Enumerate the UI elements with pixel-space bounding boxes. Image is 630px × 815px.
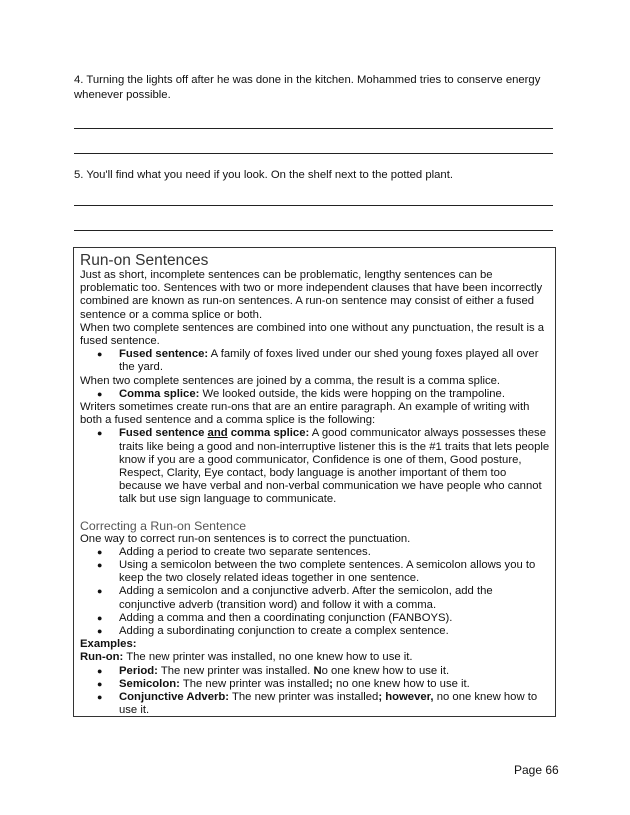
period-text-2: o one knew how to use it. [321,664,450,677]
semicolon-label: Semicolon: [119,677,180,690]
semicolon-text-2: no one knew how to use it. [332,677,470,690]
correct-item: ● Adding a subordinating conjunction to create a complex sentence. [119,625,550,638]
semicolon-example [119,678,550,691]
both-label-1: Fused sentence [119,427,208,440]
box-title: Run-on Sentences [80,252,209,269]
page-number: Page 66 [514,763,559,777]
examples-list [80,665,550,718]
correct-item: ● Adding a semicolon and a conjunctive adverb. After the semicolon, add the conjunctive adverb (transition word) and follow it with a comma. [119,585,550,611]
conj-text-1: The new printer was installed [229,691,379,704]
examples-label: Examples: [80,638,137,651]
intro-paragraph: Just as short, incomplete sentences can be problematic, lengthy sentences can be problematic too. Sentences with two or more independent clauses that have been incorrectly combined are known as run-on sentences. A run-on sentence may consist of either a fused sentence or a comma splice or both. [80,269,543,321]
correct-intro: One way to correct run-on sentences is to correct the punctuation. [80,532,411,545]
comma-example [119,388,550,401]
fused-label: Fused sentence: [119,348,209,361]
period-bold: N [313,664,322,677]
writers-paragraph: Writers sometimes create run-ons that are an entire paragraph. An example of writing with both a fused sentence and a comma splice is the following: [80,401,530,427]
runon-label: Run-on: [80,651,124,664]
both-label-and: and [207,427,228,440]
both-label-2: comma splice: [227,427,310,440]
semicolon-text-1: The new printer was installed [179,677,330,690]
correct-item: ● Using a semicolon between the two complete sentences. A semicolon allows you to keep the two closely related ideas together in one sentence. [119,559,550,585]
correct-list [80,546,550,638]
fused-list [80,348,550,374]
comma-label: Comma splice: [119,387,200,400]
both-example [119,427,550,506]
answer-line-5b[interactable] [74,230,553,231]
comma-list [80,388,550,401]
conj-bold: ; however, [378,691,434,704]
answer-line-5a[interactable] [74,205,553,206]
run-on-info-box [73,247,556,717]
comma-intro: When two complete sentences are joined by a comma, the result is a comma splice. [80,374,501,387]
period-example [119,665,550,678]
fused-text: A family of foxes lived under our shed young foxes played all over the yard. [119,348,539,374]
runon-text: The new printer was installed, no one knew how to use it. [123,651,413,664]
question-5: 5. You'll find what you need if you look. On the shelf next to the potted plant. [74,169,453,181]
answer-line-4a[interactable] [74,128,553,129]
conj-label: Conjunctive Adverb: [119,691,230,704]
semicolon-bold: ; [329,677,333,690]
both-text: A good communicator always possesses these traits like being a good and non-interruptive listener this is the #1 traits that lets people know if you are a good communicator, Confidence is one of them, Good posture, Respect, Clarity, Eye contact, body language is another important of them too because we have verbal and non-verbal communication we have people who cannot talk but use sign language to communicate. [119,427,550,506]
answer-line-4b[interactable] [74,153,553,154]
conj-example [119,691,550,717]
correct-item: ● Adding a period to create two separate sentences. [119,546,550,559]
fused-example [119,348,550,374]
period-label: Period: [119,664,158,677]
correct-item: ● Adding a comma and then a coordinating conjunction (FANBOYS). [119,612,550,625]
question-4: 4. Turning the lights off after he was done in the kitchen. Mohammed tries to conserve energy whenever possible. [74,74,541,101]
runon-example [80,651,550,664]
correct-heading: Correcting a Run-on Sentence [80,518,247,533]
period-text-1: The new printer was installed. [157,664,314,677]
fused-intro: When two complete sentences are combined into one without any punctuation, the result is a fused sentence. [80,321,545,348]
conj-text-2: no one knew how to use it. [119,691,538,717]
both-list [80,427,550,506]
comma-text: We looked outside, the kids were hopping on the trampoline. [199,387,505,400]
